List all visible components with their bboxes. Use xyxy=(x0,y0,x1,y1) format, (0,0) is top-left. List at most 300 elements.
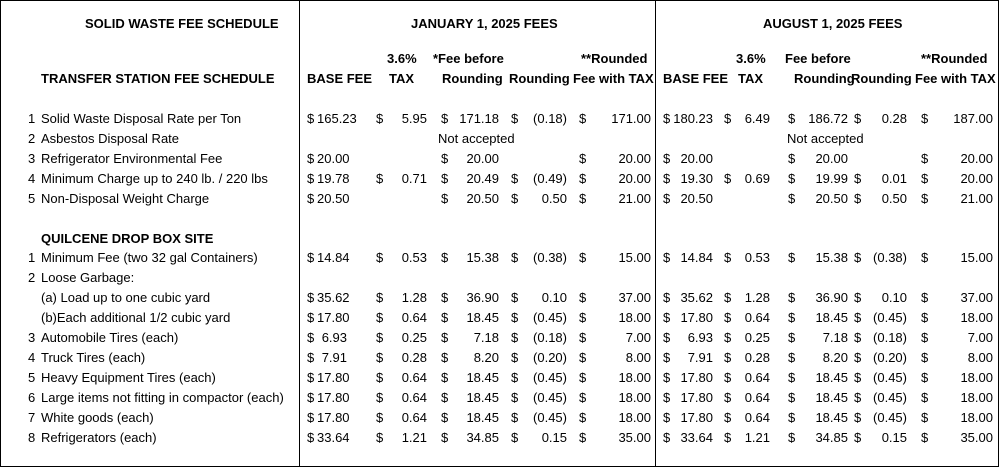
aug-fee-before-rounding-dollar: $ xyxy=(788,151,796,166)
jan-base-fee: 14.84 xyxy=(317,250,350,265)
row-description: Minimum Charge up to 240 lb. / 220 lbs xyxy=(41,171,268,186)
aug-rounding-dollar: $ xyxy=(854,430,862,445)
aug-rounding: (0.38) xyxy=(873,250,907,265)
aug-fee-with-tax: 21.00 xyxy=(960,191,993,206)
jan-base-fee-dollar: $ xyxy=(307,111,315,126)
january-period-title: JANUARY 1, 2025 FEES xyxy=(411,16,558,31)
jan-fee-before-rounding-dollar: $ xyxy=(441,250,449,265)
jan-base-fee-dollar: $ xyxy=(307,410,315,425)
jan-tax-dollar: $ xyxy=(376,250,384,265)
jan-tax-dollar: $ xyxy=(376,430,384,445)
quilcene-heading: QUILCENE DROP BOX SITE xyxy=(41,231,214,246)
aug-fee-before-rounding: 36.90 xyxy=(815,290,848,305)
jan-tax: 1.21 xyxy=(401,430,427,445)
jan-fee-with-tax-dollar: $ xyxy=(579,370,587,385)
aug-fee-with-tax: 18.00 xyxy=(960,310,993,325)
jan-base-fee: 165.23 xyxy=(317,111,357,126)
aug-fee-before-rounding: 186.72 xyxy=(808,111,848,126)
aug-rounding-dollar: $ xyxy=(854,171,862,186)
aug-rounding-dollar: $ xyxy=(854,370,862,385)
jan-tax-dollar: $ xyxy=(376,390,384,405)
aug-header-base-fee: BASE FEE xyxy=(663,71,729,86)
aug-fee-before-rounding-dollar: $ xyxy=(788,390,796,405)
jan-base-fee: 20.50 xyxy=(317,191,350,206)
jan-rounding-dollar: $ xyxy=(511,290,519,305)
aug-rounding-dollar: $ xyxy=(854,191,862,206)
aug-rounding: (0.18) xyxy=(873,330,907,345)
jan-base-fee-dollar: $ xyxy=(307,151,315,166)
jan-fee-with-tax-dollar: $ xyxy=(579,151,587,166)
row-number: 2 xyxy=(28,270,36,285)
aug-fee-with-tax-dollar: $ xyxy=(921,350,929,365)
aug-rounding-dollar: $ xyxy=(854,390,862,405)
jan-base-fee: 35.62 xyxy=(317,290,350,305)
jan-tax-dollar: $ xyxy=(376,370,384,385)
aug-fee-with-tax-dollar: $ xyxy=(921,191,929,206)
aug-fee-with-tax: 187.00 xyxy=(953,111,993,126)
aug-tax-dollar: $ xyxy=(724,290,732,305)
jan-rounding: (0.45) xyxy=(533,370,567,385)
aug-rounding-dollar: $ xyxy=(854,111,862,126)
jan-base-fee: 6.93 xyxy=(321,330,347,345)
jan-tax: 0.64 xyxy=(401,310,427,325)
divider-january xyxy=(299,1,300,466)
jan-base-fee: 17.80 xyxy=(317,410,350,425)
row-description: (a) Load up to one cubic yard xyxy=(41,290,211,305)
jan-fee-with-tax: 35.00 xyxy=(618,430,651,445)
aug-base-fee-dollar: $ xyxy=(663,390,671,405)
aug-base-fee-dollar: $ xyxy=(663,430,671,445)
jan-fee-before-rounding-dollar: $ xyxy=(441,290,449,305)
jan-base-fee-dollar: $ xyxy=(307,171,315,186)
jan-rounding: (0.20) xyxy=(533,350,567,365)
jan-base-fee-dollar: $ xyxy=(307,330,315,345)
jan-fee-with-tax: 21.00 xyxy=(618,191,651,206)
aug-header-tax: TAX xyxy=(738,71,764,86)
aug-rounding: (0.45) xyxy=(873,410,907,425)
row-description: Truck Tires (each) xyxy=(41,350,146,365)
row-description: Minimum Fee (two 32 gal Containers) xyxy=(41,250,258,265)
aug-rounding-dollar: $ xyxy=(854,350,862,365)
jan-fee-before-rounding: 34.85 xyxy=(466,430,499,445)
jan-rounding: (0.49) xyxy=(533,171,567,186)
aug-tax-dollar: $ xyxy=(724,410,732,425)
aug-rounding-dollar: $ xyxy=(854,250,862,265)
jan-rounding-dollar: $ xyxy=(511,330,519,345)
jan-fee-with-tax-dollar: $ xyxy=(579,390,587,405)
jan-fee-with-tax-dollar: $ xyxy=(579,410,587,425)
aug-fee-before-rounding-dollar: $ xyxy=(788,330,796,345)
aug-tax: 6.49 xyxy=(744,111,770,126)
aug-base-fee: 17.80 xyxy=(680,390,713,405)
jan-tax-dollar: $ xyxy=(376,330,384,345)
aug-fee-before-rounding-dollar: $ xyxy=(788,290,796,305)
aug-base-fee: 35.62 xyxy=(680,290,713,305)
jan-base-fee-dollar: $ xyxy=(307,191,315,206)
aug-rounding: (0.20) xyxy=(873,350,907,365)
jan-base-fee: 17.80 xyxy=(317,370,350,385)
jan-rounding: (0.45) xyxy=(533,310,567,325)
aug-base-fee: 14.84 xyxy=(680,250,713,265)
jan-rounding-dollar: $ xyxy=(511,111,519,126)
jan-base-fee: 20.00 xyxy=(317,151,350,166)
jan-tax: 0.25 xyxy=(401,330,427,345)
jan-header-fee-before-rounding: Rounding xyxy=(442,71,503,86)
jan-fee-with-tax: 37.00 xyxy=(618,290,651,305)
jan-fee-before-rounding: 8.20 xyxy=(473,350,499,365)
aug-header-fee-before-rounding: Rounding xyxy=(794,71,855,86)
aug-tax: 0.28 xyxy=(744,350,770,365)
aug-tax: 0.64 xyxy=(744,410,770,425)
jan-fee-before-rounding-dollar: $ xyxy=(441,350,449,365)
aug-fee-with-tax: 8.00 xyxy=(967,350,993,365)
aug-fee-with-tax: 18.00 xyxy=(960,370,993,385)
jan-tax: 0.64 xyxy=(401,410,427,425)
aug-tax: 0.69 xyxy=(744,171,770,186)
aug-rounding: 0.10 xyxy=(881,290,907,305)
jan-fee-before-rounding-dollar: $ xyxy=(441,310,449,325)
aug-base-fee-dollar: $ xyxy=(663,111,671,126)
jan-rounding-dollar: $ xyxy=(511,250,519,265)
jan-fee-before-rounding-dollar: $ xyxy=(441,191,449,206)
aug-fee-before-rounding: 15.38 xyxy=(815,250,848,265)
aug-base-fee: 19.30 xyxy=(680,171,713,186)
row-number: 4 xyxy=(28,171,36,186)
jan-tax: 0.28 xyxy=(401,350,427,365)
jan-fee-with-tax-dollar: $ xyxy=(579,171,587,186)
aug-base-fee-dollar: $ xyxy=(663,191,671,206)
jan-tax-dollar: $ xyxy=(376,310,384,325)
aug-fee-before-rounding: 8.20 xyxy=(822,350,848,365)
jan-fee-before-rounding-dollar: $ xyxy=(441,430,449,445)
jan-fee-before-rounding: 18.45 xyxy=(466,410,499,425)
aug-rounding: 0.15 xyxy=(881,430,907,445)
jan-fee-with-tax: 18.00 xyxy=(618,310,651,325)
aug-rounding: (0.45) xyxy=(873,390,907,405)
jan-fee-before-rounding: 36.90 xyxy=(466,290,499,305)
aug-tax: 0.64 xyxy=(744,310,770,325)
row-number: 8 xyxy=(28,430,36,445)
jan-rounding-dollar: $ xyxy=(511,191,519,206)
jan-fee-with-tax-dollar: $ xyxy=(579,290,587,305)
jan-fee-with-tax: 20.00 xyxy=(618,171,651,186)
jan-base-fee-dollar: $ xyxy=(307,350,315,365)
aug-fee-with-tax-dollar: $ xyxy=(921,111,929,126)
jan-base-fee-dollar: $ xyxy=(307,290,315,305)
aug-fee-before-rounding: 20.00 xyxy=(815,151,848,166)
jan-fee-with-tax: 171.00 xyxy=(611,111,651,126)
jan-base-fee-dollar: $ xyxy=(307,310,315,325)
jan-fee-before-rounding-dollar: $ xyxy=(441,330,449,345)
jan-fee-with-tax-dollar: $ xyxy=(579,330,587,345)
aug-header-fee-with-tax: Fee with TAX xyxy=(915,71,996,86)
aug-tax-dollar: $ xyxy=(724,330,732,345)
aug-fee-before-rounding: 18.45 xyxy=(815,370,848,385)
jan-rounding-dollar: $ xyxy=(511,430,519,445)
jan-base-fee: 7.91 xyxy=(321,350,347,365)
jan-rounding: 0.15 xyxy=(541,430,567,445)
jan-fee-before-rounding-dollar: $ xyxy=(441,370,449,385)
row-description: Refrigerator Environmental Fee xyxy=(41,151,223,166)
aug-base-fee: 17.80 xyxy=(680,370,713,385)
aug-note: Not accepted xyxy=(787,131,864,146)
aug-fee-with-tax: 18.00 xyxy=(960,410,993,425)
jan-tax-dollar: $ xyxy=(376,171,384,186)
jan-base-fee-dollar: $ xyxy=(307,430,315,445)
jan-fee-before-rounding-dollar: $ xyxy=(441,390,449,405)
jan-fee-with-tax: 20.00 xyxy=(618,151,651,166)
jan-fee-before-rounding-dollar: $ xyxy=(441,151,449,166)
aug-rounding-dollar: $ xyxy=(854,330,862,345)
aug-rounding: 0.01 xyxy=(881,171,907,186)
jan-rounding: 0.50 xyxy=(541,191,567,206)
aug-fee-with-tax: 7.00 xyxy=(967,330,993,345)
jan-tax: 0.53 xyxy=(401,250,427,265)
aug-fee-with-tax-dollar: $ xyxy=(921,250,929,265)
aug-fee-before-rounding: 34.85 xyxy=(815,430,848,445)
jan-tax-dollar: $ xyxy=(376,290,384,305)
aug-tax-dollar: $ xyxy=(724,350,732,365)
aug-tax-dollar: $ xyxy=(724,390,732,405)
jan-fee-with-tax-dollar: $ xyxy=(579,430,587,445)
aug-fee-with-tax: 15.00 xyxy=(960,250,993,265)
jan-base-fee: 19.78 xyxy=(317,171,350,186)
aug-base-fee: 20.50 xyxy=(680,191,713,206)
jan-fee-with-tax: 18.00 xyxy=(618,410,651,425)
row-description: Non-Disposal Weight Charge xyxy=(41,191,210,206)
aug-tax-dollar: $ xyxy=(724,171,732,186)
aug-tax-dollar: $ xyxy=(724,111,732,126)
aug-rounding-dollar: $ xyxy=(854,290,862,305)
aug-fee-before-rounding-dollar: $ xyxy=(788,250,796,265)
jan-fee-before-rounding: 18.45 xyxy=(466,310,499,325)
aug-base-fee-dollar: $ xyxy=(663,330,671,345)
jan-tax: 0.64 xyxy=(401,370,427,385)
aug-base-fee-dollar: $ xyxy=(663,310,671,325)
row-description: Solid Waste Disposal Rate per Ton xyxy=(41,111,242,126)
jan-base-fee: 17.80 xyxy=(317,390,350,405)
jan-fee-before-rounding: 171.18 xyxy=(459,111,499,126)
row-description: Loose Garbage: xyxy=(41,270,135,285)
aug-fee-before-rounding: 20.50 xyxy=(815,191,848,206)
jan-header-tax-rate: 3.6% xyxy=(387,51,417,66)
aug-fee-with-tax-dollar: $ xyxy=(921,390,929,405)
jan-fee-before-rounding: 20.49 xyxy=(466,171,499,186)
row-description: Large items not fitting in compactor (each) xyxy=(41,390,284,405)
aug-base-fee: 20.00 xyxy=(680,151,713,166)
aug-fee-before-rounding-dollar: $ xyxy=(788,430,796,445)
jan-rounding: 0.10 xyxy=(541,290,567,305)
jan-fee-before-rounding: 20.00 xyxy=(466,151,499,166)
row-description: Refrigerators (each) xyxy=(41,430,157,445)
jan-rounding: (0.45) xyxy=(533,410,567,425)
jan-rounding-dollar: $ xyxy=(511,390,519,405)
aug-tax-dollar: $ xyxy=(724,250,732,265)
aug-fee-before-rounding-dollar: $ xyxy=(788,350,796,365)
aug-rounding: (0.45) xyxy=(873,310,907,325)
jan-fee-before-rounding-dollar: $ xyxy=(441,111,449,126)
aug-base-fee-dollar: $ xyxy=(663,250,671,265)
aug-fee-with-tax: 20.00 xyxy=(960,151,993,166)
row-description: White goods (each) xyxy=(41,410,154,425)
jan-fee-with-tax-dollar: $ xyxy=(579,111,587,126)
jan-fee-before-rounding-dollar: $ xyxy=(441,410,449,425)
row-description: Automobile Tires (each) xyxy=(41,330,179,345)
jan-header-fee-before: *Fee before xyxy=(433,51,504,66)
aug-tax: 0.64 xyxy=(744,390,770,405)
aug-base-fee-dollar: $ xyxy=(663,410,671,425)
aug-header-rounding: Rounding xyxy=(851,71,912,86)
aug-base-fee: 17.80 xyxy=(680,410,713,425)
aug-fee-before-rounding-dollar: $ xyxy=(788,191,796,206)
august-period-title: AUGUST 1, 2025 FEES xyxy=(763,16,903,31)
jan-tax-dollar: $ xyxy=(376,111,384,126)
row-number: 2 xyxy=(28,131,36,146)
jan-rounding: (0.18) xyxy=(533,111,567,126)
aug-fee-with-tax-dollar: $ xyxy=(921,330,929,345)
aug-fee-before-rounding: 7.18 xyxy=(822,330,848,345)
jan-fee-with-tax: 7.00 xyxy=(625,330,651,345)
jan-fee-with-tax-dollar: $ xyxy=(579,310,587,325)
aug-fee-before-rounding-dollar: $ xyxy=(788,410,796,425)
aug-fee-with-tax: 35.00 xyxy=(960,430,993,445)
jan-tax-dollar: $ xyxy=(376,350,384,365)
jan-fee-with-tax-dollar: $ xyxy=(579,191,587,206)
aug-tax-dollar: $ xyxy=(724,430,732,445)
aug-tax: 0.25 xyxy=(744,330,770,345)
jan-fee-with-tax: 18.00 xyxy=(618,390,651,405)
jan-fee-with-tax-dollar: $ xyxy=(579,350,587,365)
jan-fee-before-rounding: 15.38 xyxy=(466,250,499,265)
aug-rounding: 0.28 xyxy=(881,111,907,126)
row-description: Heavy Equipment Tires (each) xyxy=(41,370,216,385)
aug-fee-before-rounding-dollar: $ xyxy=(788,171,796,186)
divider-august xyxy=(655,1,656,466)
jan-base-fee-dollar: $ xyxy=(307,370,315,385)
jan-header-base-fee: BASE FEE xyxy=(307,71,373,86)
row-description: Asbestos Disposal Rate xyxy=(41,131,180,146)
aug-base-fee-dollar: $ xyxy=(663,171,671,186)
aug-base-fee: 180.23 xyxy=(673,111,713,126)
transfer-station-heading: TRANSFER STATION FEE SCHEDULE xyxy=(41,71,275,86)
row-number: 1 xyxy=(28,111,36,126)
jan-rounding-dollar: $ xyxy=(511,171,519,186)
aug-base-fee: 7.91 xyxy=(687,350,713,365)
jan-rounding-dollar: $ xyxy=(511,310,519,325)
aug-base-fee: 17.80 xyxy=(680,310,713,325)
aug-tax: 0.53 xyxy=(744,250,770,265)
row-number: 6 xyxy=(28,390,36,405)
aug-fee-with-tax-dollar: $ xyxy=(921,290,929,305)
jan-base-fee: 17.80 xyxy=(317,310,350,325)
jan-base-fee-dollar: $ xyxy=(307,390,315,405)
jan-tax-dollar: $ xyxy=(376,410,384,425)
aug-fee-before-rounding-dollar: $ xyxy=(788,111,796,126)
aug-fee-with-tax: 37.00 xyxy=(960,290,993,305)
aug-base-fee-dollar: $ xyxy=(663,290,671,305)
aug-fee-before-rounding-dollar: $ xyxy=(788,310,796,325)
jan-rounding: (0.38) xyxy=(533,250,567,265)
aug-base-fee-dollar: $ xyxy=(663,370,671,385)
jan-rounding-dollar: $ xyxy=(511,350,519,365)
aug-fee-with-tax-dollar: $ xyxy=(921,410,929,425)
aug-tax: 1.21 xyxy=(744,430,770,445)
jan-rounding: (0.18) xyxy=(533,330,567,345)
row-number: 5 xyxy=(28,370,36,385)
aug-fee-before-rounding: 18.45 xyxy=(815,410,848,425)
aug-tax: 0.64 xyxy=(744,370,770,385)
jan-fee-before-rounding-dollar: $ xyxy=(441,171,449,186)
jan-rounding-dollar: $ xyxy=(511,370,519,385)
aug-fee-with-tax-dollar: $ xyxy=(921,430,929,445)
aug-tax: 1.28 xyxy=(744,290,770,305)
jan-tax: 0.71 xyxy=(401,171,427,186)
aug-fee-with-tax-dollar: $ xyxy=(921,171,929,186)
jan-fee-with-tax: 15.00 xyxy=(618,250,651,265)
aug-fee-before-rounding: 19.99 xyxy=(815,171,848,186)
jan-fee-with-tax: 8.00 xyxy=(625,350,651,365)
aug-fee-before-rounding: 18.45 xyxy=(815,310,848,325)
row-number: 5 xyxy=(28,191,36,206)
aug-fee-before-rounding: 18.45 xyxy=(815,390,848,405)
aug-fee-with-tax-dollar: $ xyxy=(921,370,929,385)
jan-fee-before-rounding: 18.45 xyxy=(466,390,499,405)
jan-rounding-dollar: $ xyxy=(511,410,519,425)
aug-tax-dollar: $ xyxy=(724,310,732,325)
aug-fee-before-rounding-dollar: $ xyxy=(788,370,796,385)
jan-fee-before-rounding: 20.50 xyxy=(466,191,499,206)
row-number: 3 xyxy=(28,330,36,345)
aug-base-fee-dollar: $ xyxy=(663,350,671,365)
jan-tax: 5.95 xyxy=(401,111,427,126)
jan-fee-with-tax-dollar: $ xyxy=(579,250,587,265)
row-number: 4 xyxy=(28,350,36,365)
jan-tax: 1.28 xyxy=(401,290,427,305)
aug-tax-dollar: $ xyxy=(724,370,732,385)
aug-base-fee: 6.93 xyxy=(687,330,713,345)
jan-header-fee-with-tax: Fee with TAX xyxy=(573,71,654,86)
jan-base-fee: 33.64 xyxy=(317,430,350,445)
jan-note: Not accepted xyxy=(438,131,515,146)
jan-fee-with-tax: 18.00 xyxy=(618,370,651,385)
jan-fee-before-rounding: 18.45 xyxy=(466,370,499,385)
aug-header-tax-rate: 3.6% xyxy=(736,51,766,66)
row-number: 1 xyxy=(28,250,36,265)
aug-rounding: 0.50 xyxy=(881,191,907,206)
row-number: 3 xyxy=(28,151,36,166)
aug-fee-with-tax: 18.00 xyxy=(960,390,993,405)
jan-header-rounding: Rounding xyxy=(509,71,570,86)
aug-base-fee: 33.64 xyxy=(680,430,713,445)
aug-fee-with-tax-dollar: $ xyxy=(921,310,929,325)
aug-base-fee-dollar: $ xyxy=(663,151,671,166)
aug-fee-with-tax-dollar: $ xyxy=(921,151,929,166)
jan-header-tax: TAX xyxy=(389,71,415,86)
aug-rounding-dollar: $ xyxy=(854,310,862,325)
jan-rounding: (0.45) xyxy=(533,390,567,405)
aug-header-rounded: **Rounded xyxy=(921,51,988,66)
schedule-title: SOLID WASTE FEE SCHEDULE xyxy=(85,16,279,31)
jan-base-fee-dollar: $ xyxy=(307,250,315,265)
aug-fee-with-tax: 20.00 xyxy=(960,171,993,186)
jan-header-rounded: **Rounded xyxy=(581,51,648,66)
row-number: 7 xyxy=(28,410,36,425)
jan-tax: 0.64 xyxy=(401,390,427,405)
row-description: (b)Each additional 1/2 cubic yard xyxy=(41,310,231,325)
aug-rounding: (0.45) xyxy=(873,370,907,385)
jan-fee-before-rounding: 7.18 xyxy=(473,330,499,345)
aug-rounding-dollar: $ xyxy=(854,410,862,425)
